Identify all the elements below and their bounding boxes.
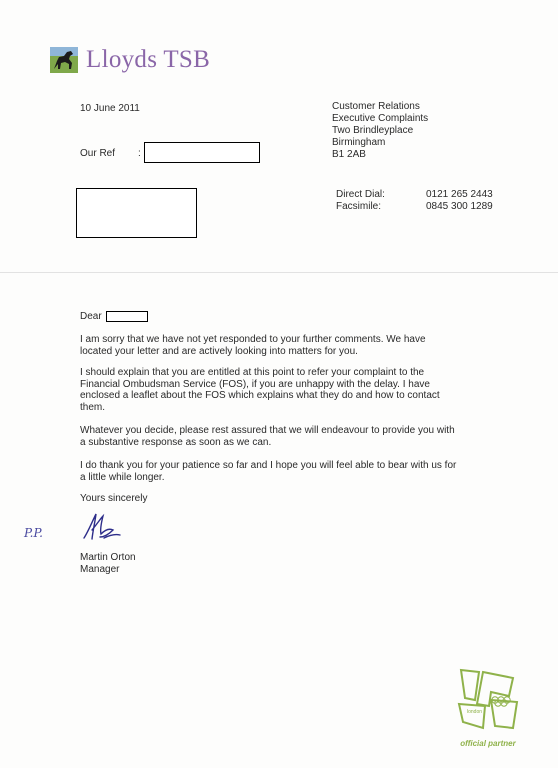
address-line: Two Brindleyplace (332, 125, 414, 136)
redacted-reference (144, 142, 260, 163)
brand-name: Lloyds TSB (86, 46, 211, 73)
body-paragraph: I am sorry that we have not yet responded to your further comments. We have located your letter and are actively looking into matters for you. (80, 334, 426, 357)
handwritten-signature (80, 508, 122, 544)
redacted-recipient-address (76, 188, 197, 238)
address-line: Executive Complaints (332, 113, 429, 124)
official-partner-text: official partner (460, 739, 516, 748)
fax-value: 0845 300 1289 (426, 201, 493, 212)
body-paragraph: I do thank you for your patience so far and I hope you will feel able to bear with us for a little while longer. (80, 460, 457, 483)
emblem-text: london (467, 709, 483, 715)
pp-mark: P.P. (24, 526, 43, 540)
fold-line (0, 272, 558, 273)
address-line: Birmingham (332, 137, 386, 148)
salutation: Dear (80, 311, 102, 322)
body-paragraph: Whatever you decide, please rest assured that we will endeavour to provide you with a substantive response as soon as we can. (80, 425, 455, 448)
redacted-recipient-name (106, 311, 148, 322)
black-horse-icon (50, 47, 78, 73)
our-ref-separator: : (138, 148, 141, 159)
signatory-name: Martin Orton (80, 552, 136, 563)
sender-address (332, 101, 428, 161)
letter-date: 10 June 2011 (80, 103, 140, 114)
address-postcode: B1 2AB (332, 149, 366, 160)
address-line: Customer Relations (332, 101, 420, 112)
body-paragraph: I should explain that you are entitled at this point to refer your complaint to the Financial Ombudsman Service (FOS), if you are unhappy with the delay. I have enclosed a leaflet about the FOS which explains what they do and how to contact them. (80, 367, 440, 413)
olympic-emblem-icon (455, 666, 521, 732)
london-2012-emblem (455, 666, 521, 746)
letterhead-logo (50, 46, 210, 74)
direct-dial-label: Direct Dial: (336, 189, 385, 200)
closing: Yours sincerely (80, 493, 148, 504)
direct-dial-value: 0121 265 2443 (426, 189, 493, 200)
our-ref-label: Our Ref (80, 148, 116, 159)
fax-label: Facsimile: (336, 201, 382, 212)
signatory-title: Manager (80, 564, 120, 575)
